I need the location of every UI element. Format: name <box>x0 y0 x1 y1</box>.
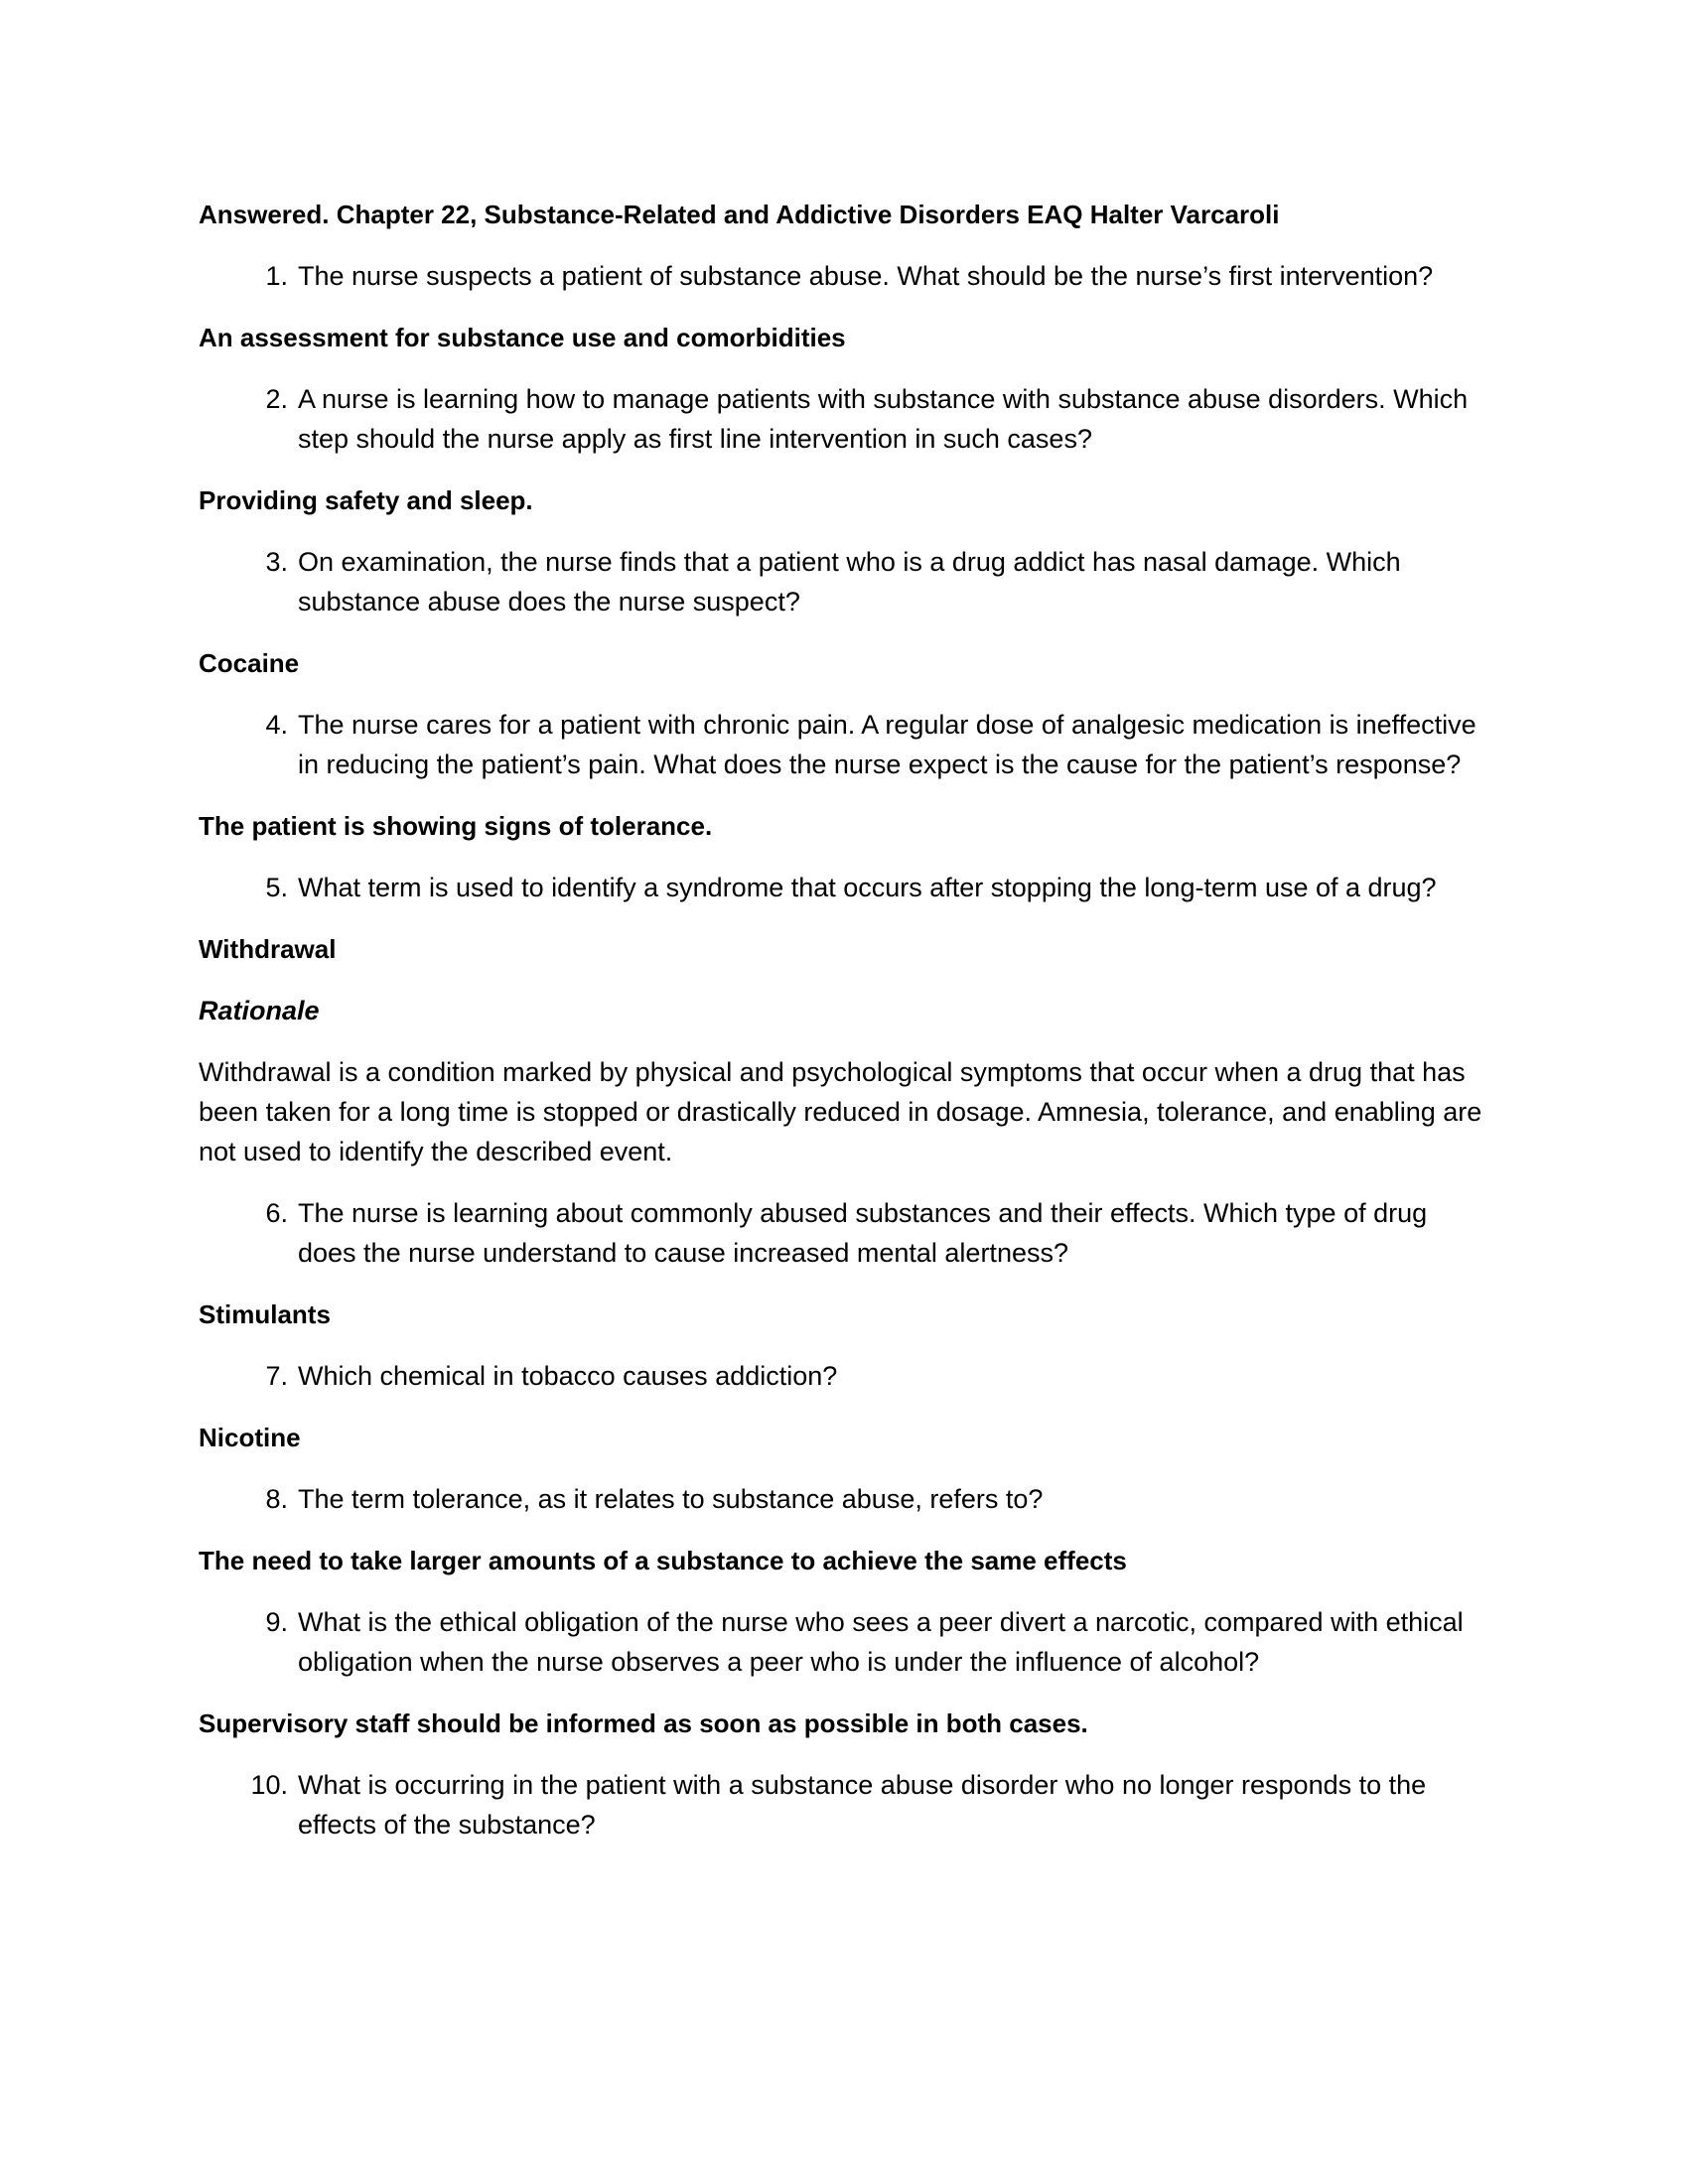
question-2 <box>199 379 1489 459</box>
question-number: 4. <box>265 710 288 740</box>
question-number: 3. <box>265 547 288 577</box>
rationale-text: Withdrawal is a condition marked by physical and psychological symptoms that occur when a drug that has been taken for a long time is stopped or drastically reduced in dosage. Amnesia, tolerance, and enabling are not used to identify the described event. <box>199 1057 1482 1166</box>
question-5 <box>199 868 1489 907</box>
question-text: What term is used to identify a syndrome that occurs after stopping the long-term use of a drug? <box>298 873 1437 902</box>
answer-5: Withdrawal <box>199 934 337 964</box>
question-1 <box>199 256 1489 296</box>
answer-6: Stimulants <box>199 1299 331 1329</box>
question-text: The nurse suspects a patient of substance abuse. What should be the nurse’s first intervention? <box>298 261 1434 291</box>
question-10 <box>199 1765 1489 1844</box>
question-text: What is occurring in the patient with a substance abuse disorder who no longer responds to the effects of the substance? <box>298 1770 1427 1840</box>
answer-2: Providing safety and sleep. <box>199 485 533 515</box>
question-number: 2. <box>265 384 288 414</box>
document-page <box>199 195 1489 1866</box>
question-number: 7. <box>265 1361 288 1391</box>
answer-1: An assessment for substance use and comorbidities <box>199 323 846 352</box>
question-text: What is the ethical obligation of the nurse who sees a peer divert a narcotic, compared with ethical obligation when the nurse observes a peer who is under the influence of alcohol? <box>298 1607 1464 1677</box>
document-title: Answered. Chapter 22, Substance-Related and Addictive Disorders EAQ Halter Varcaroli <box>199 200 1280 229</box>
question-6 <box>199 1193 1489 1273</box>
question-text: A nurse is learning how to manage patients with substance with substance abuse disorders. Which step should the nurse apply as first line intervention in such cases? <box>298 384 1469 454</box>
question-text: On examination, the nurse finds that a patient who is a drug addict has nasal damage. Which substance abuse does the nurse suspect? <box>298 547 1401 616</box>
rationale-heading: Rationale <box>199 996 320 1025</box>
question-4 <box>199 705 1489 784</box>
answer-4: The patient is showing signs of tolerance. <box>199 811 713 841</box>
question-text: The nurse cares for a patient with chronic pain. A regular dose of analgesic medication is ineffective in reducing the patient’s pain. What does the nurse expect is the cause for the patient’s response? <box>298 710 1477 779</box>
answer-9: Supervisory staff should be informed as soon as possible in both cases. <box>199 1708 1088 1738</box>
question-number: 1. <box>265 261 288 291</box>
question-number: 10. <box>250 1770 288 1800</box>
question-text: The term tolerance, as it relates to substance abuse, refers to? <box>298 1484 1044 1514</box>
answer-3: Cocaine <box>199 648 300 678</box>
question-7 <box>199 1356 1489 1396</box>
question-number: 6. <box>265 1198 288 1228</box>
question-text: Which chemical in tobacco causes addiction? <box>298 1361 838 1391</box>
question-8 <box>199 1479 1489 1519</box>
answer-8: The need to take larger amounts of a substance to achieve the same effects <box>199 1546 1127 1575</box>
question-3 <box>199 542 1489 621</box>
question-9 <box>199 1602 1489 1682</box>
question-number: 8. <box>265 1484 288 1514</box>
question-number: 5. <box>265 873 288 902</box>
question-text: The nurse is learning about commonly abused substances and their effects. Which type of drug does the nurse understand to cause increased mental alertness? <box>298 1198 1428 1268</box>
answer-7: Nicotine <box>199 1423 301 1452</box>
question-number: 9. <box>265 1607 288 1637</box>
